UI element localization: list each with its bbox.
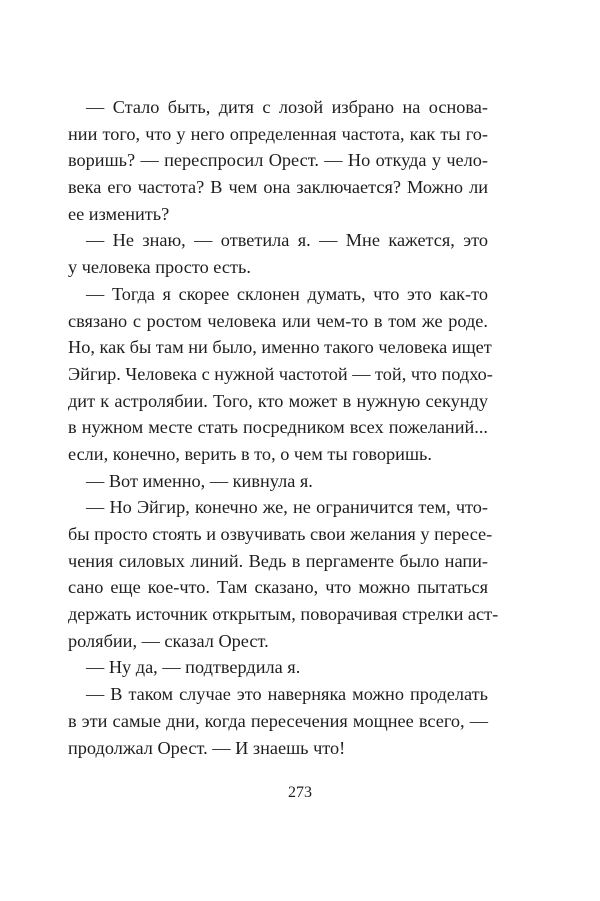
text-line: — Стало быть, дитя с лозой избрано на основа- <box>86 97 488 117</box>
text-line: связано с ростом человека или чем-то в том же роде. <box>68 310 488 331</box>
text-line: — Вот именно, — кивнула я. <box>86 470 313 491</box>
text-line: — Ну да, — подтвердила я. <box>86 657 301 678</box>
text-line: воришь? — переспросил Орест. — Но откуда у чело- <box>68 150 488 171</box>
text-line: нии того, что у него определенная частота, как ты го- <box>68 123 488 144</box>
text-line: ее изменить? <box>68 203 170 224</box>
text-line: если, конечно, верить в то, о чем ты говоришь. <box>68 443 432 464</box>
text-line: — Не знаю, — ответила я. — Мне кажется, это <box>86 230 488 251</box>
text-line: держать источник открытым, поворачивая стрелки аст- <box>68 604 499 625</box>
body-text <box>68 94 499 761</box>
text-line: дит к астролябии. Того, кто может в нужную секунду <box>68 390 488 411</box>
text-line: — В таком случае это наверняка можно проделать <box>86 684 488 705</box>
text-line: — Тогда я скорее склонен думать, что это как-то <box>86 283 488 304</box>
text-line: ролябии, — сказал Орест. <box>68 630 269 651</box>
text-line: бы просто стоять и озвучивать свои желания у пересе- <box>68 524 493 544</box>
text-line: — Но Эйгир, конечно же, не ограничится тем, что- <box>86 497 488 518</box>
text-line: в эти самые дни, когда пересечения мощнее всего, — <box>68 710 488 731</box>
text-line: века его частота? В чем она заключается? Можно ли <box>68 177 488 198</box>
text-line: у человека просто есть. <box>68 257 251 278</box>
text-line: в нужном месте стать посредником всех пожеланий... <box>68 417 488 438</box>
text-line: продолжал Орест. — И знаешь что! <box>68 737 346 758</box>
text-line: чения силовых линий. Ведь в пергаменте было напи- <box>68 550 488 571</box>
text-line: Эйгир. Человека с нужной частотой — той, что подхо- <box>68 363 493 384</box>
page-number: 273 <box>288 784 312 801</box>
text-line: Но, как бы там ни было, именно такого человека ищет <box>68 337 492 358</box>
text-line: сано еще кое-что. Там сказано, что можно пытаться <box>68 577 488 598</box>
